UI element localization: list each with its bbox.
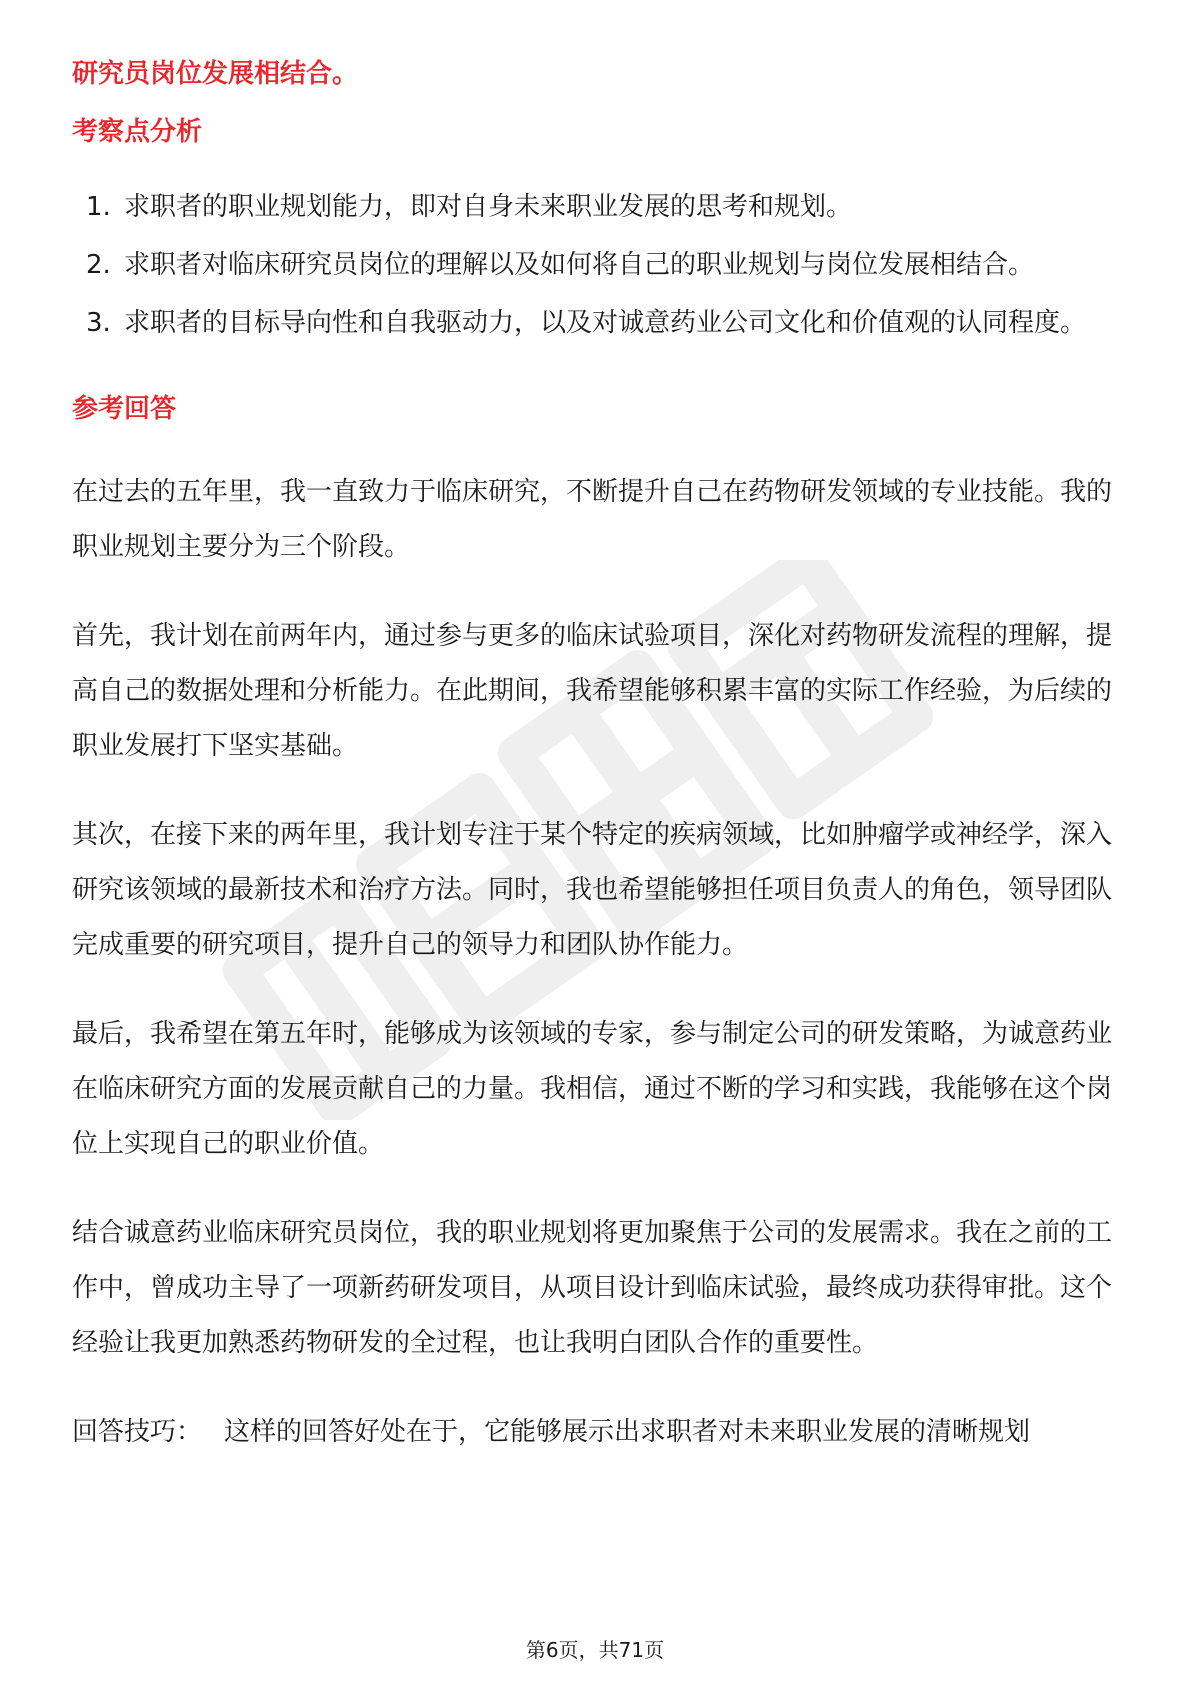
answer-paragraph: 首先，我计划在前两年内，通过参与更多的临床试验项目，深化对药物研发流程的理解，提高自己的数据处理和分析能力。在此期间，我希望能够积累丰富的实际工作经验，为后续的职业发展打下坚实基础。	[72, 621, 1113, 761]
answer-paragraph: 在过去的五年里，我一直致力于临床研究，不断提升自己在药物研发领域的专业技能。我的职业规划主要分为三个阶段。	[72, 477, 1113, 562]
list-item-number: 2.	[86, 250, 111, 280]
tips-label: 回答技巧：	[72, 1417, 203, 1447]
analysis-list	[72, 180, 1122, 351]
list-item-text: 求职者的职业规划能力，即对自身未来职业发展的思考和规划。	[124, 192, 853, 222]
continued-question-text: 研究员岗位发展相结合。	[72, 59, 359, 89]
list-item	[72, 180, 1122, 235]
list-item	[72, 296, 1122, 351]
list-item-number: 3.	[86, 308, 111, 338]
list-item-number: 1.	[86, 192, 111, 222]
analysis-heading: 考察点分析	[72, 117, 203, 147]
answer-tips	[72, 1405, 1122, 1460]
list-item-text: 求职者对临床研究员岗位的理解以及如何将自己的职业规划与岗位发展相结合。	[124, 250, 1035, 280]
list-item-text: 求职者的目标导向性和自我驱动力，以及对诚意药业公司文化和价值观的认同程度。	[124, 308, 1087, 338]
answer-paragraph: 结合诚意药业临床研究员岗位，我的职业规划将更加聚焦于公司的发展需求。我在之前的工作中，曾成功主导了一项新药研发项目，从项目设计到临床试验，最终成功获得审批。这个经验让我更加熟悉药物研发的全过程，也让我明白团队合作的重要性。	[72, 1218, 1113, 1358]
list-item	[72, 238, 1122, 293]
tips-text: 这样的回答好处在于，它能够展示出求职者对未来职业发展的清晰规划	[224, 1417, 1031, 1447]
answer-heading: 参考回答	[72, 394, 177, 424]
document-content	[72, 56, 1122, 1460]
answer-paragraph: 其次，在接下来的两年里，我计划专注于某个特定的疾病领域，比如肿瘤学或神经学，深入研究该领域的最新技术和治疗方法。同时，我也希望能够担任项目负责人的角色，领导团队完成重要的研究项目，提升自己的领导力和团队协作能力。	[72, 820, 1113, 960]
answer-paragraph: 最后，我希望在第五年时，能够成为该领域的专家，参与制定公司的研发策略，为诚意药业在临床研究方面的发展贡献自己的力量。我相信，通过不断的学习和实践，我能够在这个岗位上实现自己的职业价值。	[72, 1019, 1113, 1159]
page-footer: 第6页，共71页	[525, 1638, 665, 1662]
